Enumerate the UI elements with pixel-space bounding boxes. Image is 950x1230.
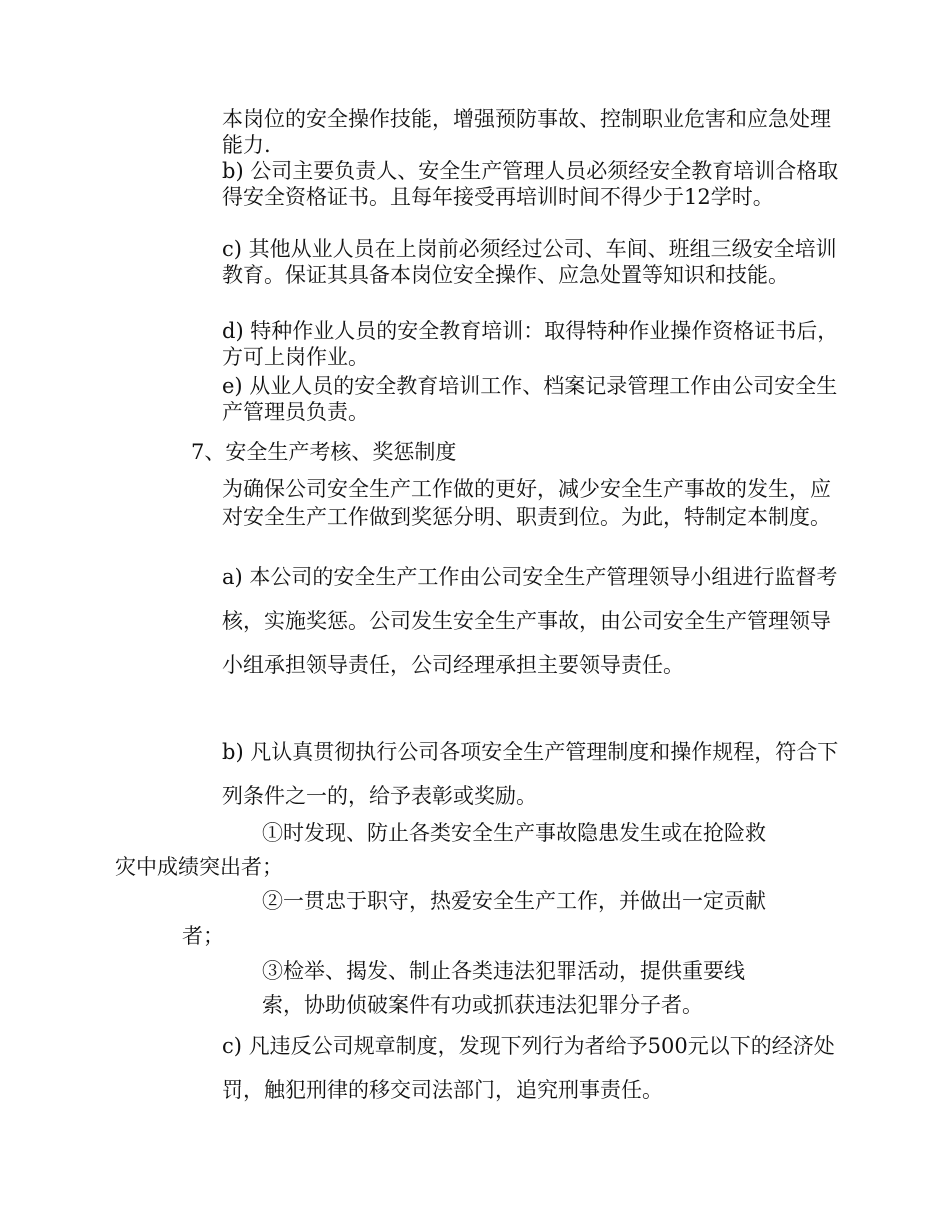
reward-condition-3-line2: 索，协助侦破案件有功或抓获违法犯罪分子者。: [262, 993, 703, 1017]
reward-condition-1-line1: ①时发现、防止各类安全生产事故隐患发生或在抢险救: [262, 821, 766, 845]
list-item-a-supervision: a) 本公司的安全生产工作由公司安全生产管理领导小组进行监督考核，实施奖惩。公司发生安全生产事故，由公司安全生产管理领导小组承担领导责任，公司经理承担主要领导责任。: [222, 565, 838, 677]
list-item-c-three-level-training: c) 其他从业人员在上岗前必须经过公司、车间、班组三级安全培训教育。保证其具备本岗位安全操作、应急处置等知识和技能。: [222, 237, 837, 287]
reward-condition-1-line2: 灾中成绩突出者；: [115, 855, 283, 879]
reward-condition-2-line2: 者；: [182, 924, 224, 948]
paragraph-competence: 本岗位的安全操作技能，增强预防事故、控制职业危害和应急处理能力.: [222, 107, 831, 157]
list-item-b-certificate: b) 公司主要负责人、安全生产管理人员必须经安全教育培训合格取得安全资格证书。且每年接受再培训时间不得少于12学时。: [222, 159, 839, 209]
list-item-d-special-operations: d) 特种作业人员的安全教育培训：取得特种作业操作资格证书后，方可上岗作业。: [222, 319, 839, 369]
section-heading-7: 7、安全生产考核、奖惩制度: [191, 440, 457, 464]
list-item-b-rewards: b) 凡认真贯彻执行公司各项安全生产管理制度和操作规程，符合下列条件之一的，给予表彰或奖励。: [222, 740, 839, 808]
list-item-c-penalties: c) 凡违反公司规章制度，发现下列行为者给予500元以下的经济处罚，触犯刑律的移交司法部门，追究刑事责任。: [222, 1034, 835, 1102]
reward-condition-2-line1: ②一贯忠于职守，热爱安全生产工作，并做出一定贡献: [262, 889, 766, 913]
list-item-e-records: e) 从业人员的安全教育培训工作、档案记录管理工作由公司安全生产管理员负责。: [222, 374, 838, 424]
section-7-intro: 为确保公司安全生产工作做的更好，减少安全生产事故的发生，应对安全生产工作做到奖惩分明、职责到位。为此，特制定本制度。: [222, 477, 831, 529]
reward-condition-3-line1: ③检举、揭发、制止各类违法犯罪活动，提供重要线: [262, 959, 745, 983]
